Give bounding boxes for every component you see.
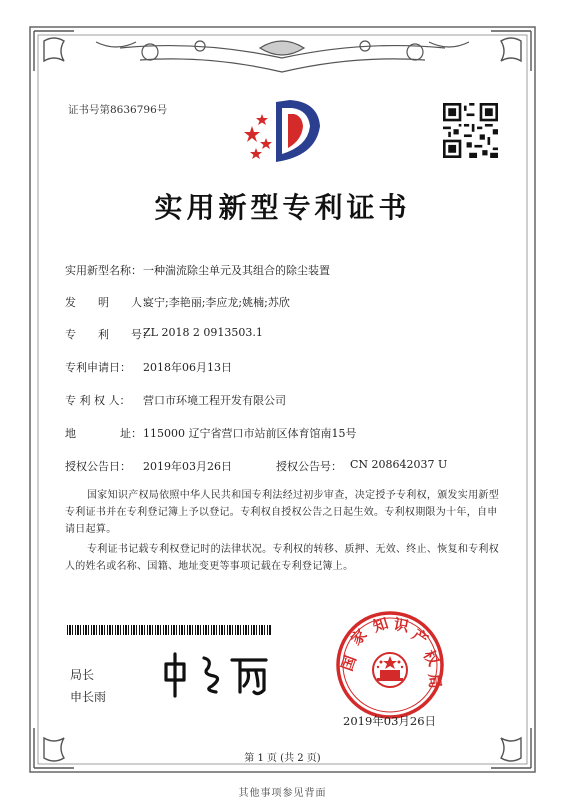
filing-date-label: 专利申请日： bbox=[65, 361, 131, 374]
patentee-value: 营口市环境工程开发有限公司 bbox=[143, 394, 286, 407]
address-value: 115000 辽宁省营口市站前区体育馆南15号 bbox=[143, 427, 357, 440]
inventor-label: 发 明 人： bbox=[65, 296, 153, 309]
filing-date-value: 2018年06月13日 bbox=[143, 361, 232, 374]
grant-statement: 国家知识产权局依照中华人民共和国专利法经过初步审查，决定授予专利权，颁发实用新型专利证书并在专利登记簿上予以登记。专利权自授权公告之日起生效。专利权期限为十年，自申请日起算。 bbox=[65, 490, 499, 535]
barcode bbox=[67, 625, 272, 635]
certificate-number: 证书号第8636796号 bbox=[68, 104, 168, 116]
director-signature bbox=[160, 650, 290, 700]
publication-number-value: CN 208642037 U bbox=[350, 458, 448, 471]
publication-date-value: 2019年03月26日 bbox=[143, 460, 232, 473]
svg-text:局: 局 bbox=[425, 672, 445, 690]
page-indicator: 第 1 页 (共 2 页) bbox=[244, 753, 321, 764]
svg-text:国: 国 bbox=[337, 653, 360, 674]
svg-text:产: 产 bbox=[408, 625, 432, 649]
inventor-value: 宴宁;李艳丽;李应龙;姚楠;苏欣 bbox=[143, 296, 290, 309]
legal-status-note: 专利证书记载专利权登记时的法律状况。专利权的转移、质押、无效、终止、恢复和专利权人的姓名或名称、国籍、地址变更等事项记载在专利登记簿上。 bbox=[65, 544, 499, 572]
national-emblem-icon bbox=[373, 653, 407, 687]
director-name: 申长雨 bbox=[70, 690, 107, 704]
svg-text:知: 知 bbox=[370, 614, 391, 636]
director-title: 局长 bbox=[70, 668, 95, 682]
back-note: 其他事项参见背面 bbox=[238, 788, 327, 799]
official-seal bbox=[335, 610, 445, 720]
publication-number-label: 授权公告号： bbox=[276, 460, 342, 473]
patent-number-value: ZL 2018 2 0913503.1 bbox=[143, 326, 263, 339]
cnipa-logo bbox=[238, 96, 328, 168]
top-ornament bbox=[96, 41, 469, 72]
svg-text:权: 权 bbox=[419, 647, 443, 670]
stamp-date: 2019年03月26日 bbox=[343, 714, 437, 728]
svg-text:家: 家 bbox=[347, 625, 371, 649]
address-label: 地 址： bbox=[65, 427, 142, 440]
svg-text:识: 识 bbox=[392, 615, 411, 636]
qr-code bbox=[443, 103, 498, 158]
publication-date-label: 授权公告日： bbox=[65, 460, 131, 473]
name-label: 实用新型名称： bbox=[65, 264, 142, 277]
patent-number-label: 专 利 号： bbox=[65, 328, 153, 341]
certificate-title: 实用新型专利证书 bbox=[154, 191, 411, 224]
name-value: 一种湍流除尘单元及其组合的除尘装置 bbox=[143, 264, 330, 277]
patentee-label: 专 利 权 人： bbox=[65, 394, 131, 407]
